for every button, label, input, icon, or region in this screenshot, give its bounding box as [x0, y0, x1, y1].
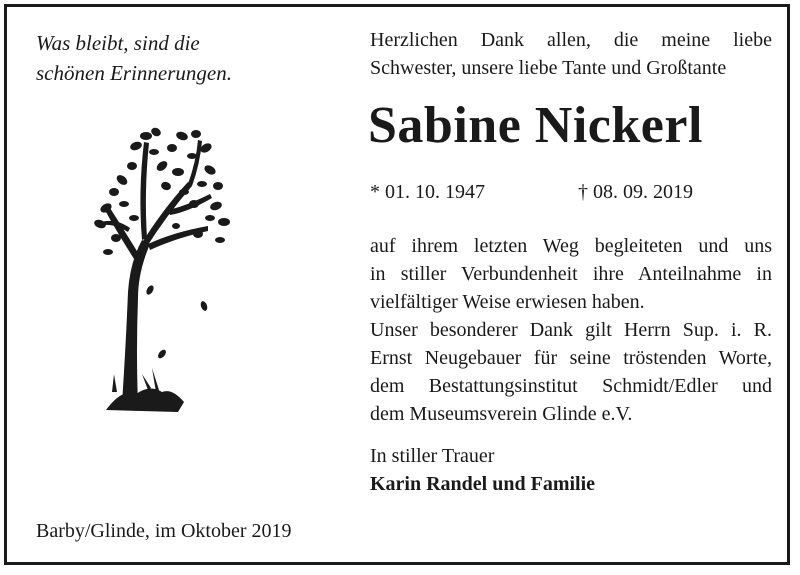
body-line: dem Museumsverein Glinde e.V. — [370, 403, 633, 425]
memorial-quote — [36, 28, 232, 88]
quote-line-1: Was bleibt, sind die — [36, 31, 200, 55]
death-date: † 08. 09. 2019 — [578, 181, 693, 203]
birth-date: * 01. 10. 1947 — [370, 181, 485, 203]
mourning-phrase: In stiller Trauer — [370, 445, 495, 467]
tree-silhouette-icon — [92, 122, 232, 414]
body-line: in stiller Verbundenheit ihre Anteilnahme in — [370, 263, 772, 285]
body-line: Ernst Neugebauer für seine tröstenden Worte, — [370, 347, 772, 369]
thank-you-text — [370, 232, 772, 428]
family-signature: Karin Randel und Familie — [370, 473, 596, 495]
body-line: vielfältiger Weise erwiesen haben. — [370, 291, 645, 313]
intro-text — [370, 26, 772, 82]
body-line: dem Bestattungsinstitut Schmidt/Edler und — [370, 375, 772, 397]
closing-signature — [370, 442, 595, 498]
body-line: Unser besonderer Dank gilt Herrn Sup. i. R. — [370, 319, 772, 341]
quote-line-2: schönen Erinnerungen. — [36, 61, 232, 85]
intro-line-1: Herzlichen Dank allen, die meine liebe — [370, 29, 772, 51]
body-line: auf ihrem letzten Weg begleiteten und uns — [370, 235, 772, 257]
intro-line-2: Schwester, unsere liebe Tante und Großtante — [370, 57, 727, 79]
place-and-date: Barby/Glinde, im Oktober 2019 — [36, 520, 292, 542]
deceased-name: Sabine Nickerl — [368, 97, 703, 154]
